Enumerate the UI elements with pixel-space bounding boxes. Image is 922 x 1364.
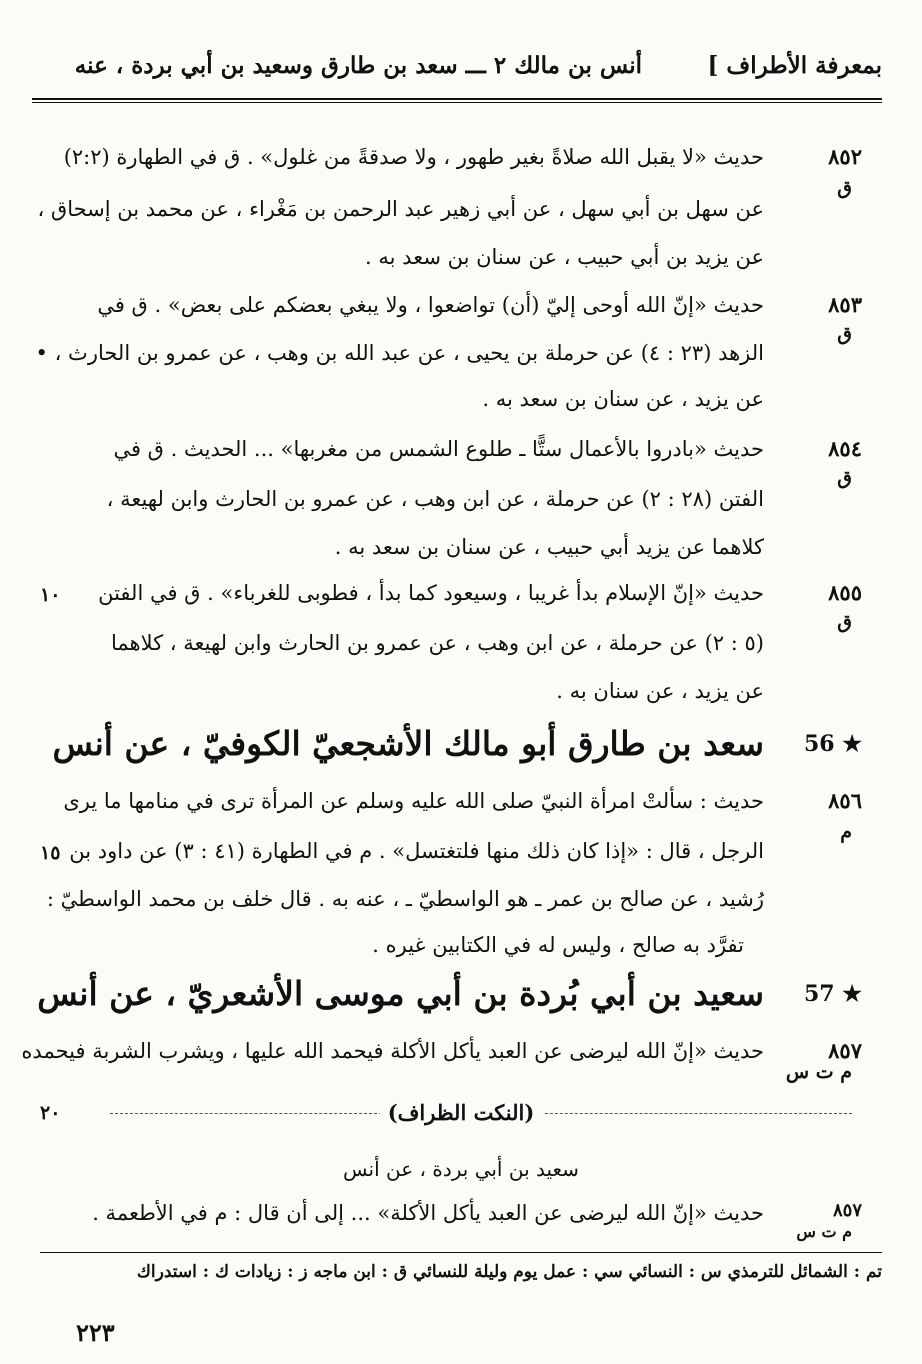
hadith-sigla: ق bbox=[837, 323, 852, 345]
hadith-line: كلاهما عن يزيد أبي حبيب ، عن سنان بن سعد به . bbox=[334, 535, 764, 559]
nukat-subtitle: سعيد بن أبي بردة ، عن أنس bbox=[343, 1157, 579, 1181]
dashed-rule bbox=[110, 1113, 382, 1115]
hadith-line: حديث «إنّ الإسلام بدأ غريبا ، وسيعود كما بدأ ، فطوبى للغرباء» . ق في الفتن bbox=[98, 581, 764, 605]
hadith-sigla: م ت س bbox=[796, 1222, 852, 1241]
line-number: ١٠ bbox=[40, 584, 61, 606]
hadith-line: رُشيد ، عن صالح بن عمر ـ هو الواسطيّ ـ ، عنه به . قال خلف بن محمد الواسطيّ : bbox=[46, 887, 764, 911]
nukat-title: (النكت الظراف) bbox=[380, 1100, 543, 1125]
hadith-line: حديث «إنّ الله أوحى إليّ (أن) تواضعوا ، ولا يبغي بعضكم على بعض» . ق في bbox=[97, 293, 764, 317]
hadith-line: (٥ : ٢) عن حرملة ، عن ابن وهب ، عن عمرو بن الحارث وابن لهيعة ، كلاهما bbox=[110, 631, 764, 655]
hadith-sigla: ق bbox=[837, 467, 852, 489]
hadith-line: حديث «إنّ الله ليرضى عن العبد يأكل الأكلة فيحمد الله عليها ، ويشرب الشربة فيحمده bbox=[21, 1039, 764, 1063]
running-header bbox=[32, 52, 882, 92]
header-rule-2 bbox=[32, 102, 882, 103]
hadith-line: الزهد (٢٣ : ٤) عن حرملة بن يحيى ، عن عبد الله بن وهب ، عن عمرو بن الحارث ، • bbox=[35, 341, 764, 365]
hadith-line: الرجل ، قال : «إذا كان ذلك منها فلتغتسل» . م في الطهارة (٤١ : ٣) عن داود بن bbox=[69, 839, 764, 863]
section-number: 56 ★ bbox=[804, 731, 862, 757]
hadith-number: ٨٥٢ bbox=[828, 144, 862, 169]
hadith-line: حديث «لا يقبل الله صلاةً بغير طهور ، ولا صدقةً من غلول» . ق في الطهارة (٢:٢) bbox=[63, 145, 764, 169]
hadith-number: ٨٥٧ bbox=[828, 1038, 862, 1063]
section-number: 57 ★ bbox=[804, 981, 862, 1007]
header-rule bbox=[32, 98, 882, 100]
hadith-number: ٨٥٦ bbox=[828, 788, 862, 813]
hadith-number: ٨٥٧ bbox=[832, 1200, 862, 1221]
hadith-line: عن سهل بن أبي سهل ، عن أبي زهير عبد الرحمن بن مَغْراء ، عن محمد بن إسحاق ، bbox=[37, 197, 764, 221]
section-heading: سعد بن طارق أبو مالك الأشجعيّ الكوفيّ ، عن أنس bbox=[52, 724, 764, 763]
line-number: ٢٠ bbox=[40, 1102, 61, 1124]
hadith-line: حديث «بادروا بالأعمال ستًّا ـ طلوع الشمس من مغربها» ... الحديث . ق في bbox=[113, 437, 764, 461]
hadith-line: الفتن (٢٨ : ٢) عن حرملة ، عن ابن وهب ، عن عمرو بن الحارث وابن لهيعة ، bbox=[106, 487, 764, 511]
hadith-number: ٨٥٥ bbox=[828, 580, 862, 605]
hadith-number: ٨٥٣ bbox=[828, 292, 862, 317]
hadith-line: عن يزيد ، عن سنان به . bbox=[556, 679, 764, 703]
nukat-divider bbox=[70, 1100, 852, 1126]
hadith-sigla: ق bbox=[837, 611, 852, 633]
hadith-sigla: م ت س bbox=[785, 1061, 852, 1083]
hadith-line: عن يزيد ، عن سنان بن سعد به . bbox=[482, 387, 764, 411]
hadith-sigla: م bbox=[840, 821, 852, 843]
sigla-legend: تم : الشمائل للترمذي س : النسائي سي : عمل يوم وليلة للنسائي ق : ابن ماجه ز : زيادات ك : استدراك bbox=[136, 1262, 882, 1282]
dashed-rule bbox=[490, 1113, 852, 1115]
hadith-line: حديث «إنّ الله ليرضى عن العبد يأكل الأكلة» ... إلى أن قال : م في الأطعمة . bbox=[92, 1201, 764, 1225]
hadith-line: عن يزيد بن أبي حبيب ، عن سنان بن سعد به . bbox=[365, 245, 764, 269]
footer-rule bbox=[40, 1252, 882, 1253]
line-number: ١٥ bbox=[40, 842, 61, 864]
header-right: بمعرفة الأطراف ] bbox=[707, 52, 882, 79]
header-title: أنس بن مالك ۲ ـــ سعد بن طارق وسعيد بن أبي بردة ، عنه bbox=[74, 52, 642, 79]
hadith-line: حديث : سألتْ امرأة النبيّ صلى الله عليه وسلم عن المرأة ترى في منامها ما يرى bbox=[63, 789, 764, 813]
page-number: ٢٢٣ bbox=[76, 1318, 115, 1347]
hadith-number: ٨٥٤ bbox=[828, 436, 862, 461]
section-heading: سعيد بن أبي بُردة بن أبي موسى الأشعريّ ، عن أنس bbox=[37, 974, 764, 1013]
hadith-line: تفرَّد به صالح ، وليس له في الكتابين غيره . bbox=[372, 933, 744, 957]
hadith-sigla: ق bbox=[837, 177, 852, 199]
